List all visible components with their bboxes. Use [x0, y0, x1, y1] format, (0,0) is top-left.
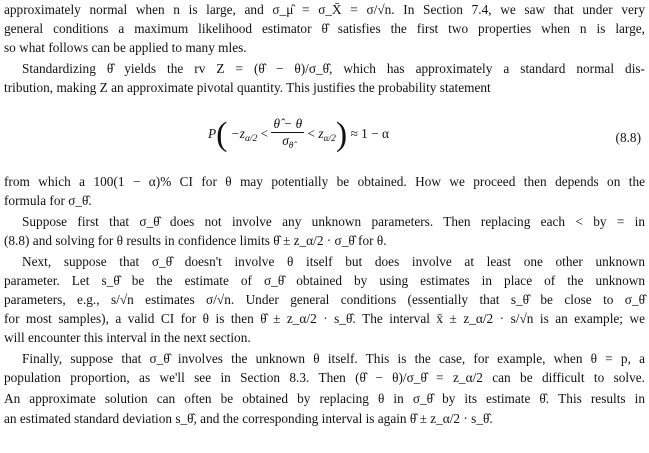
eq-right-term: z: [318, 126, 324, 142]
text-line-15: Finally, suppose that σ_θ̂ involves the unknown θ itself. This is the case, for example, when θ = p, a: [22, 351, 645, 366]
text-line-17: An approximate solution can often be obtained by replacing θ in σ_θ̂ by its estimate θ̂. This results in: [4, 391, 645, 406]
text-line-10: Next, suppose that σ_θ̂ doesn't involve θ itself but does involve at least one other unknown: [22, 254, 645, 269]
text-line-18: an estimated standard deviation s_θ̂, and the corresponding interval is again θ̂ ± z_α/2 · s_θ̂.: [4, 411, 493, 426]
eq-denominator: σ: [282, 133, 289, 148]
eq-fraction: [271, 116, 304, 154]
eq-left-paren: (: [216, 116, 228, 153]
text-line-13: for most samples), a valid CI for θ is then θ̂ ± z_α/2 · s_θ̂. The interval x̄ ± z_α/2 · s/√n is an example; we: [4, 311, 645, 326]
eq-lt-2: <: [307, 126, 315, 142]
text-line-6: from which a 100(1 − α)% CI for θ may potentially be obtained. How we proceed then depends on the: [4, 174, 645, 189]
eq-lhs: P: [208, 126, 217, 142]
text-line-9: (8.8) and solving for θ results in confidence limits θ̂ ± z_α/2 · σ_θ̂ for θ.: [4, 233, 387, 248]
text-line-7: formula for σ_θ̂.: [4, 193, 92, 208]
text-line-4: Standardizing θ̂ yields the rv Z = (θ̂ − θ)/σ_θ̂, which has approximately a standard normal dis-: [22, 61, 645, 76]
text-line-8: Suppose first that σ_θ̂ does not involve any unknown parameters. Then replacing each < by = in: [22, 214, 645, 229]
eq-left-sub: α/2: [244, 134, 258, 145]
text-line-16: population proportion, as we'll see in Section 8.3. Then (θ̂ − θ)/σ_θ̂ = z_α/2 can be difficult to solve.: [4, 370, 645, 385]
text-line-3: so what follows can be applied to many mles.: [4, 40, 247, 55]
equation-8-8: [0, 112, 649, 164]
eq-right-sub: α/2: [323, 134, 336, 145]
text-line-12: parameters, e.g., s/√n estimates σ/√n. Under general conditions (essentially that s_θ̂ be close to σ_θ̂: [4, 292, 645, 307]
text-line-14: will encounter this interval in the next section.: [4, 330, 251, 345]
text-line-1: approximately normal when n is large, and σ_μ̂ = σ_X̄ = σ/√n. In Section 7.4, we saw that under very: [4, 2, 645, 17]
text-line-5: tribution, making Z an approximate pivotal quantity. This justifies the probability statement: [4, 80, 491, 95]
eq-right-paren: ): [335, 116, 348, 153]
eq-left-term: −z: [230, 126, 245, 142]
eq-rhs: ≈ 1 − α: [350, 126, 389, 142]
text-line-11: parameter. Let s_θ̂ be the estimate of σ_θ̂ obtained by using estimates in place of the unknown: [4, 273, 645, 288]
equation-number: (8.8): [615, 130, 641, 145]
eq-lt-1: <: [260, 126, 269, 142]
eq-denominator-sub: θ̂: [288, 141, 294, 151]
eq-numerator: θ̂ − θ: [273, 116, 303, 131]
text-line-2: general conditions a maximum likelihood estimator θ̂ satisfies the first two properties when n is large,: [4, 21, 645, 36]
